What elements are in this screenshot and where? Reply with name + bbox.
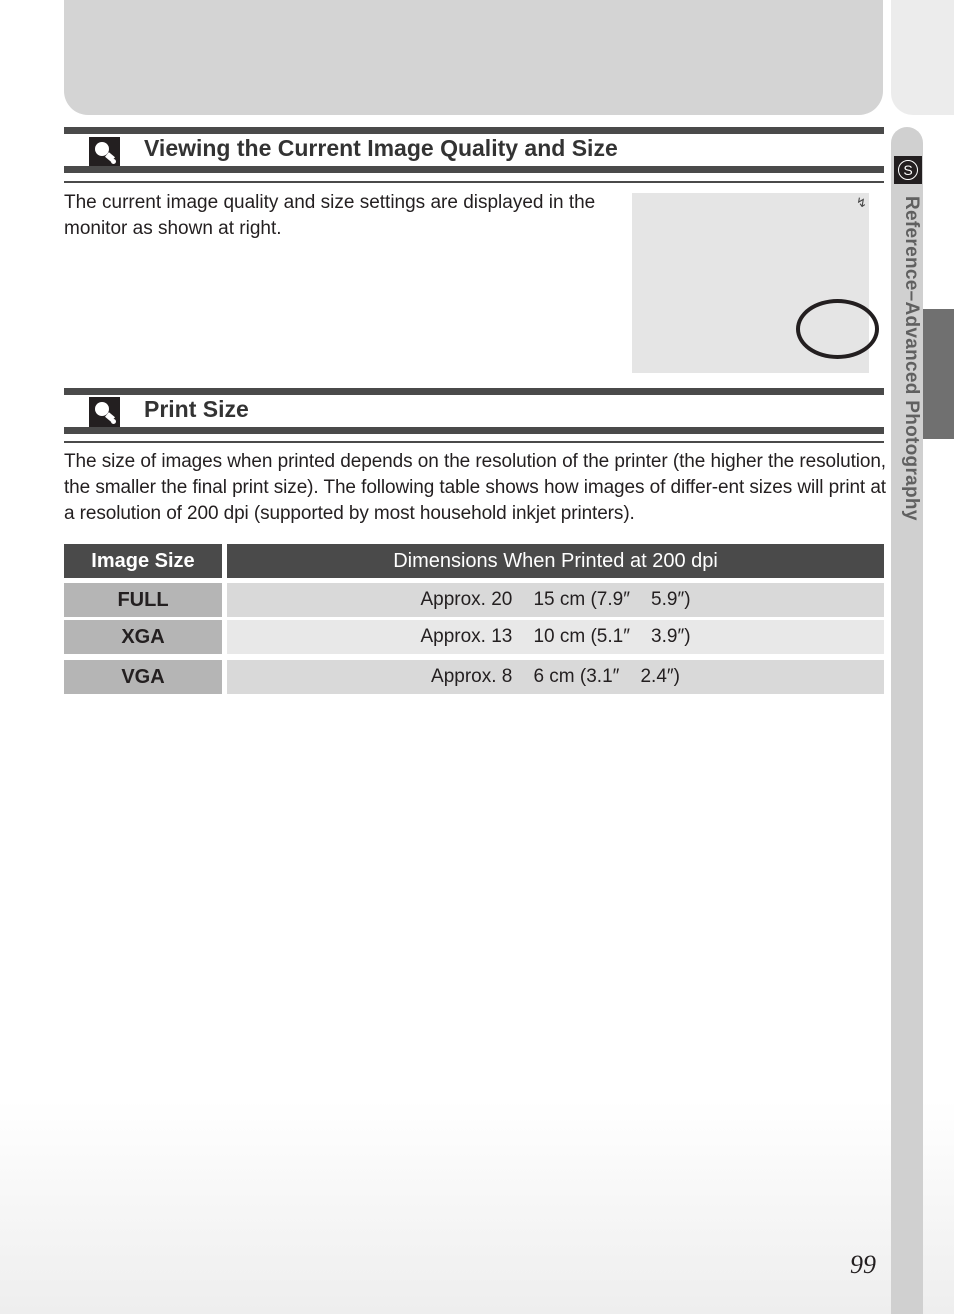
- callout-highlight-ring: [796, 299, 879, 359]
- side-chapter-label: Reference–Advanced Photography: [901, 196, 922, 521]
- dimensions-cell: Approx. 8 6 cm (3.1″ 2.4″): [227, 660, 884, 694]
- page-number: 99: [850, 1250, 876, 1279]
- image-size-cell: FULL: [64, 583, 222, 617]
- section-header-image-quality: [64, 127, 884, 184]
- section-body-text: The size of images when printed depends on the resolution of the printer (the higher the resolution, the smaller the final print size). The following table shows how images of differ-ent sizes will print at a resolution of 200 dpi (supported by most household inkjet printers).: [64, 451, 886, 524]
- dimensions-cell: Approx. 20 15 cm (7.9″ 5.9″): [227, 583, 884, 617]
- side-chapter-marker: [923, 309, 954, 439]
- table-header-cell: Image Size: [64, 544, 222, 578]
- section-header-print-size: [64, 388, 884, 445]
- section-title: Viewing the Current Image Quality and Size: [144, 135, 618, 161]
- section-title: Print Size: [144, 396, 249, 422]
- s-circle-icon: [894, 156, 922, 184]
- dimensions-cell: Approx. 13 10 cm (5.1″ 3.9″): [227, 620, 884, 654]
- lightbulb-tip-icon: [89, 137, 120, 168]
- table-header-cell: Dimensions When Printed at 200 dpi: [227, 544, 884, 578]
- flash-icon: ↯: [856, 195, 867, 210]
- section-body-text: The current image quality and size settings are displayed in the monitor as shown at right.: [64, 192, 596, 239]
- image-size-cell: XGA: [64, 620, 222, 654]
- side-icon-letter: S: [898, 160, 918, 180]
- image-size-cell: VGA: [64, 660, 222, 694]
- lightbulb-tip-icon: [89, 397, 120, 428]
- top-right-decorative-tab: [891, 0, 954, 115]
- top-decorative-panel: [64, 0, 883, 115]
